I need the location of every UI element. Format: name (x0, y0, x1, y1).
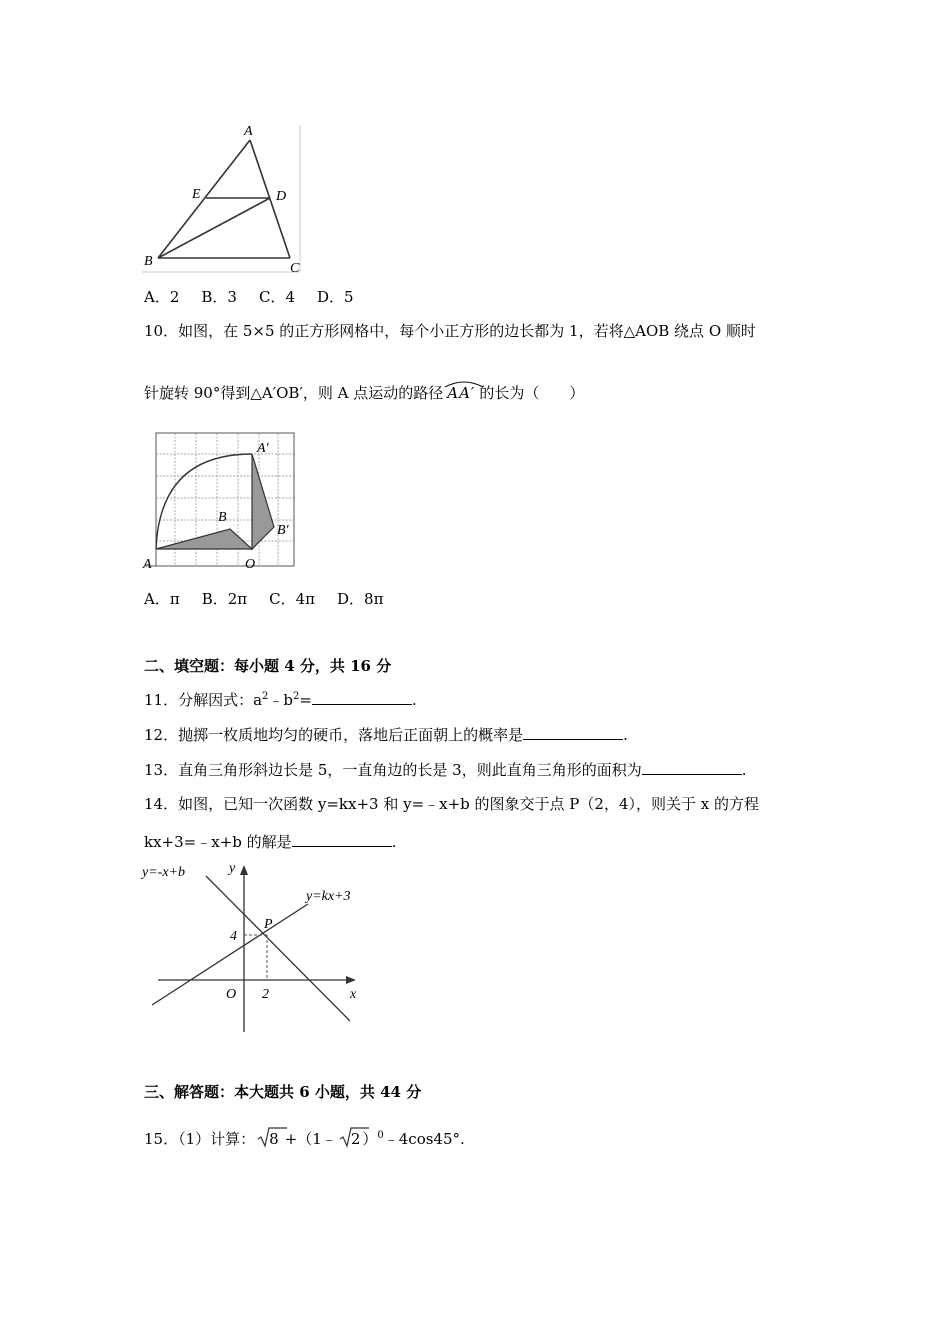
q15-post: ﹣4cos45°. (383, 1130, 465, 1148)
q10-line2 (144, 382, 584, 403)
q10-option-a[interactable]: A．π (144, 590, 180, 608)
label-b-prime: B′ (277, 523, 289, 538)
q12 (144, 724, 628, 745)
q10-options (144, 588, 405, 609)
q9-option-a[interactable]: A．2 (144, 288, 180, 306)
q14-line2-text: kx+3=﹣x+b 的解是 (144, 833, 292, 851)
label-a: A (244, 124, 253, 139)
label-c: C (290, 261, 300, 276)
label-a-prime: A′ (257, 441, 269, 456)
grid-rotation-figure (140, 428, 300, 574)
q10-line1: 10．如图，在 5×5 的正方形网格中，每个小正方形的边长都为 1，若将△AOB 绕点 O 顺时 (144, 322, 756, 340)
label-b: B (144, 254, 153, 269)
q11 (144, 689, 417, 710)
label-origin: O (226, 987, 237, 1002)
radicand-8: 8 (269, 1130, 279, 1148)
label-x-axis: x (350, 987, 357, 1002)
q15-exponent: 0 (377, 1130, 384, 1141)
sqrt-8 (257, 1130, 279, 1148)
q13 (144, 759, 747, 780)
section-2-heading: 二、填空题：每小题 4 分，共 16 分 (144, 657, 392, 675)
q9-option-d[interactable]: D．5 (317, 288, 354, 306)
label-b: B (218, 510, 227, 525)
radical-sign (339, 1126, 369, 1148)
q11-post: = (299, 691, 312, 709)
q14-end: . (391, 833, 397, 851)
segment-bd (158, 198, 270, 258)
q10-option-d[interactable]: D．8π (337, 590, 384, 608)
q11-mid: ﹣b (268, 691, 294, 709)
q15-plus: +（1﹣ (284, 1130, 337, 1148)
arc-aa-label (443, 384, 479, 402)
q9-option-c[interactable]: C．4 (258, 288, 295, 306)
q13-text: 13．直角三角形斜边长是 5，一直角边的长是 3，则此直角三角形的面积为 (144, 761, 642, 779)
label-line1: y=-x+b (142, 865, 185, 880)
section-3-heading: 三、解答题：本大题共 6 小题，共 44 分 (144, 1083, 422, 1101)
triangle-figure (140, 120, 310, 280)
tick-label-x-2: 2 (262, 987, 269, 1002)
tick-label-y-4: 4 (230, 929, 237, 944)
q12-text: 12．抛掷一枚质地均匀的硬币，落地后正面朝上的概率是 (144, 726, 524, 744)
radical-sign (257, 1126, 287, 1148)
q13-end: . (741, 761, 747, 779)
q9-option-b[interactable]: B．3 (201, 288, 237, 306)
radicand-2: 2 (350, 1130, 361, 1148)
sqrt-2 (339, 1130, 361, 1148)
q13-answer-blank[interactable] (642, 760, 742, 775)
q11-sup2: 2 (293, 691, 300, 702)
q11-answer-blank[interactable] (312, 690, 412, 705)
q12-end: . (623, 726, 628, 744)
q10-line2-pre: 针旋转 90°得到△A′OB′，则 A 点运动的路径 (144, 384, 444, 402)
arc-symbol (443, 378, 485, 388)
label-line2: y=kx+3 (306, 889, 351, 904)
label-d: D (276, 189, 287, 204)
q14-answer-blank[interactable] (292, 832, 392, 847)
arc-text: AA′ (447, 384, 476, 402)
linear-graph-figure (140, 856, 370, 1036)
q10-line2-post: 的长为（ ） (479, 384, 585, 402)
q11-sup1: 2 (262, 691, 269, 702)
q15-close: ） (362, 1130, 378, 1148)
q14-line1: 14．如图，已知一次函数 y=kx+3 和 y=﹣x+b 的图象交于点 P（2，4），则关于 x 的方程 (144, 795, 759, 813)
q10-option-b[interactable]: B．2π (201, 590, 248, 608)
q10-option-c[interactable]: C．4π (269, 590, 316, 608)
label-o: O (245, 557, 256, 572)
q15 (144, 1128, 465, 1149)
q11-pre: 11．分解因式：a (144, 691, 263, 709)
q12-answer-blank[interactable] (523, 725, 623, 740)
q14-line2 (144, 831, 396, 852)
label-point-p: P (264, 917, 273, 932)
label-e: E (192, 187, 201, 202)
q11-end: . (411, 691, 417, 709)
label-y-axis: y (229, 861, 236, 876)
q15-pre: 15．（1）计算： (144, 1130, 256, 1148)
side-ab (158, 140, 250, 258)
label-a: A (143, 557, 152, 572)
q9-options (144, 286, 376, 307)
